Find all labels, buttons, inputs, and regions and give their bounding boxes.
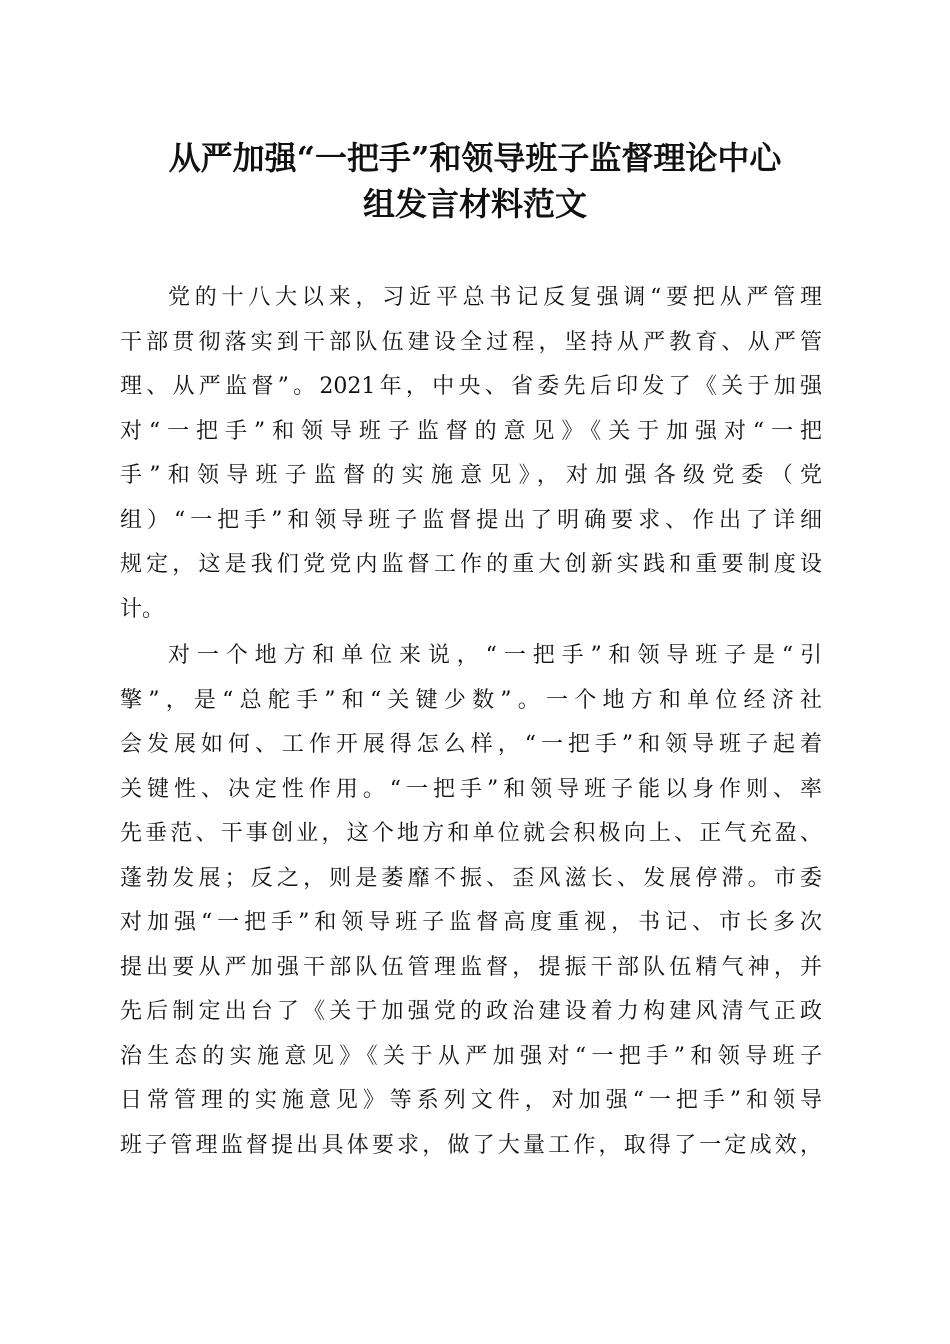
text-line: 组）“一把手”和领导班子监督提出了明确要求、作出了详细 (120, 507, 822, 533)
text-line: 班子管理监督提出具体要求，做了大量工作，取得了一定成效， (120, 1132, 822, 1158)
title-line-1: 从严加强“一把手”和领导班子监督理论中心 (168, 139, 782, 177)
text-line: 计。 (120, 596, 165, 622)
title-line-2: 组发言材料范文 (362, 185, 587, 223)
text-line: 理、从严监督”。2021年，中央、省委先后印发了《关于加强 (120, 374, 822, 399)
text-line: 先垂范、干事创业，这个地方和单位就会积极向上、正气充盈、 (120, 821, 822, 846)
text-line: 先后制定出台了《关于加强党的政治建设着力构建风清气正政 (120, 999, 822, 1024)
text-line: 对“一把手”和领导班子监督的意见》《关于加强对“一把 (120, 418, 822, 444)
text-line: 蓬勃发展；反之，则是萎靡不振、歪风滋长、发展停滞。市委 (120, 865, 822, 891)
paragraph-2 (120, 634, 822, 1168)
paragraph-1 (120, 276, 822, 632)
text-line: 提出要从严加强干部队伍管理监督，提振干部队伍精气神，并 (120, 954, 822, 980)
document-title (0, 135, 950, 227)
text-line: 规定，这是我们党党内监督工作的重大创新实践和重要制度设 (120, 552, 822, 577)
text-line: 治生态的实施意见》《关于从严加强对“一把手”和领导班子 (120, 1043, 822, 1069)
text-line: 对加强“一把手”和领导班子监督高度重视，书记、市长多次 (120, 910, 822, 935)
text-line: 擎”，是“总舵手”和“关键少数”。一个地方和单位经济社 (120, 687, 822, 713)
text-line: 党的十八大以来，习近平总书记反复强调“要把从严管理 (168, 285, 822, 310)
text-line: 手”和领导班子监督的实施意见》，对加强各级党委（党 (120, 463, 822, 488)
document-body (120, 276, 822, 1170)
text-line: 关键性、决定性作用。“一把手”和领导班子能以身作则、率 (120, 776, 822, 802)
text-line: 对一个地方和单位来说，“一把手”和领导班子是“引 (168, 643, 822, 668)
text-line: 干部贯彻落实到干部队伍建设全过程，坚持从严教育、从严管 (120, 329, 822, 355)
text-line: 日常管理的实施意见》等系列文件，对加强“一把手”和领导 (120, 1088, 822, 1113)
text-line: 会发展如何、工作开展得怎么样，“一把手”和领导班子起着 (120, 732, 822, 757)
